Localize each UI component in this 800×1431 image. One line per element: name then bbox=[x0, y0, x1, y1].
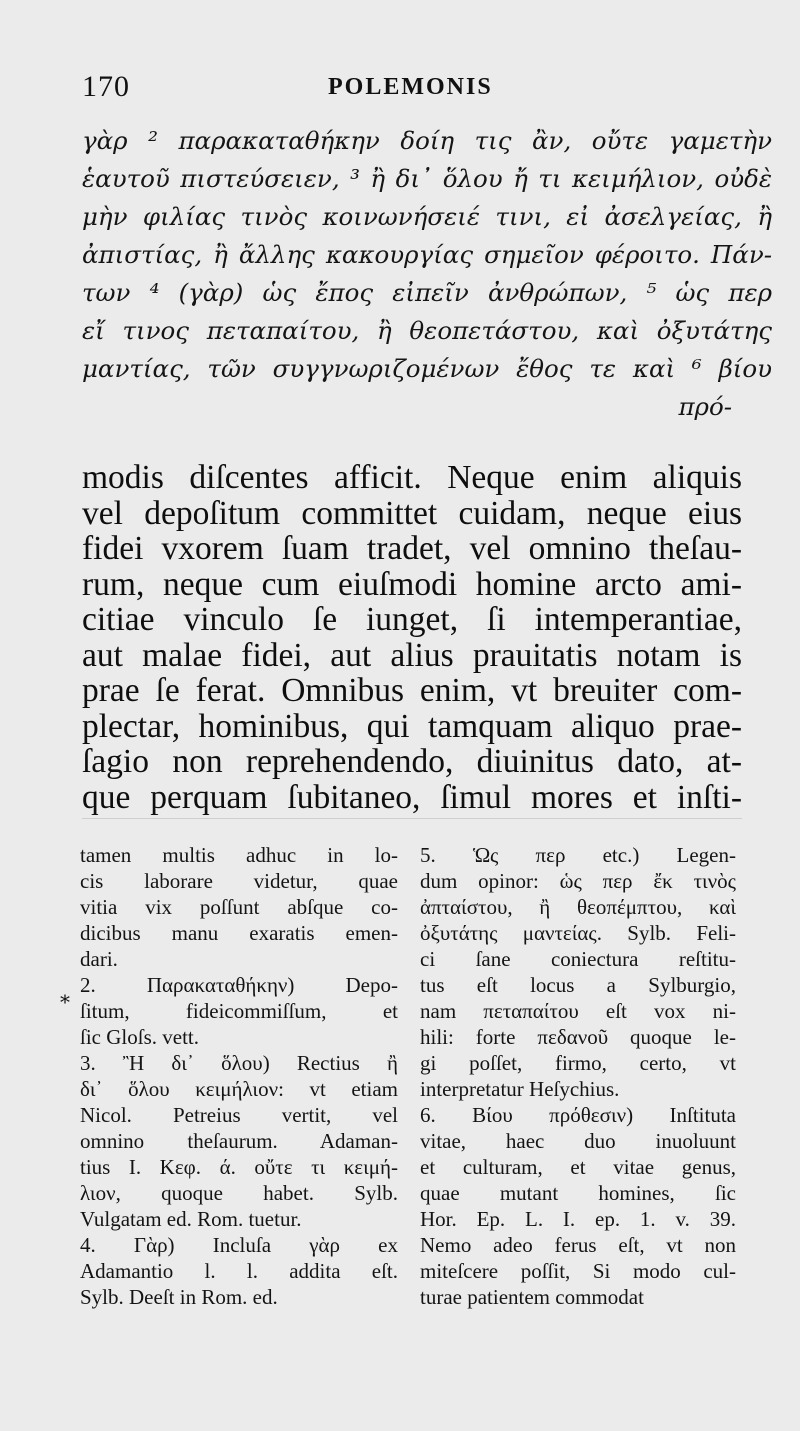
greek-line: ἑαυτοῦ πιστεύσειεν, ³ ἢ δι᾽ ὅλου ἤ τι κειμήλιον, οὐδὲ bbox=[82, 164, 772, 193]
running-head: POLEMONIS bbox=[328, 74, 493, 100]
note-line: λιον, quoque habet. Sylb. bbox=[80, 1181, 398, 1205]
note-line: 6. Βίου πρόθεσιν) Inſtituta bbox=[420, 1103, 736, 1127]
greek-catchword: πρό- bbox=[678, 392, 732, 421]
latin-translation-block bbox=[82, 460, 742, 815]
note-line: 3. Ἢ δι᾽ ὅλου) Rectius ἢ bbox=[80, 1051, 398, 1075]
note-line: Vulgatam ed. Rom. tuetur. bbox=[80, 1207, 302, 1231]
latin-line: ſagio non reprehendendo, diuinitus dato, at- bbox=[82, 743, 742, 780]
note-line: hili: forte πεδανοῦ quoque le- bbox=[420, 1025, 736, 1049]
greek-line: των ⁴ (γὰρ) ὡς ἔπος εἰπεῖν ἀνθρώπων, ⁵ ὡς περ bbox=[82, 278, 772, 307]
latin-line: plectar, hominibus, qui tamquam aliquo prae- bbox=[82, 707, 742, 745]
note-line: Nicol. Petreius vertit, vel bbox=[80, 1103, 398, 1127]
note-line: omnino theſaurum. Adaman- bbox=[80, 1129, 398, 1153]
footnotes-right-column bbox=[420, 842, 736, 1310]
latin-line: citiae vinculo ſe iunget, ſi intemperantiae, bbox=[82, 601, 742, 638]
note-line: quae mutant homines, ſic bbox=[420, 1181, 736, 1205]
note-line: ſic Gloſs. vett. bbox=[80, 1025, 199, 1049]
note-line: ἀπταίστου, ἢ θεοπέμπτου, καὶ bbox=[420, 895, 736, 919]
note-line: vitia vix poſſunt abſque co- bbox=[80, 895, 398, 919]
page-number: 170 bbox=[82, 70, 130, 103]
latin-line: rum, neque cum eiuſmodi homine arcto ami- bbox=[82, 565, 742, 603]
note-line: ὀξυτάτης μαντείας. Sylb. Feli- bbox=[420, 921, 736, 945]
note-line: Adamantio l. l. addita eſt. bbox=[80, 1259, 398, 1283]
note-line: gi poſſet, firmo, certo, vt bbox=[420, 1051, 736, 1075]
note-line: interpretatur Heſychius. bbox=[420, 1077, 620, 1101]
note-marker: * bbox=[60, 990, 70, 1014]
note-line: et culturam, et vitae genus, bbox=[420, 1155, 736, 1179]
note-line: ci ſane coniectura reſtitu- bbox=[420, 947, 736, 971]
note-line: tius I. Κεφ. ά. οὔτε τι κειμή- bbox=[80, 1155, 398, 1179]
greek-line: μὴν φιλίας τινὸς κοινωνήσειέ τινι, εἰ ἀσελγείας, ἢ bbox=[82, 202, 772, 231]
latin-line: aut malae fidei, aut alius prauitatis notam is bbox=[82, 636, 742, 674]
note-line: tus eſt locus a Sylburgio, bbox=[420, 973, 736, 997]
greek-line: εἴ τινος πεταπαίτου, ἢ θεοπετάστου, καὶ ὀξυτάτης bbox=[82, 316, 772, 345]
greek-line: γὰρ ² παρακαταθήκην δοίη τις ἂν, οὔτε γαμετὴν bbox=[82, 126, 772, 155]
note-line: dari. bbox=[80, 947, 118, 971]
note-line: 5. Ὡς περ etc.) Legen- bbox=[420, 843, 736, 867]
note-line: dum opinor: ὡς περ ἔκ τινὸς bbox=[420, 869, 736, 893]
latin-line: vel depoſitum committet cuidam, neque eius bbox=[82, 494, 742, 532]
note-line: dicibus manu exaratis emen- bbox=[80, 921, 398, 945]
page-header bbox=[82, 70, 742, 106]
greek-line: μαντίας, τῶν συγγνωριζομένων ἔθος τε καὶ ⁶ βίου bbox=[82, 354, 772, 383]
note-line: tamen multis adhuc in lo- bbox=[80, 843, 398, 867]
note-line: δι᾽ ὅλου κειμήλιον: vt etiam bbox=[80, 1077, 398, 1101]
note-line: 4. Γὰρ) Incluſa γὰρ ex bbox=[80, 1233, 398, 1257]
section-divider bbox=[82, 818, 742, 819]
latin-line: fidei vxorem ſuam tradet, vel omnino theſau- bbox=[82, 530, 742, 567]
latin-line: que perquam ſubitaneo, ſimul mores et inſti- bbox=[82, 778, 742, 816]
note-line: turae patientem commodat bbox=[420, 1285, 644, 1309]
note-line: Sylb. Deeſt in Rom. ed. bbox=[80, 1285, 278, 1309]
note-line: cis laborare videtur, quae bbox=[80, 869, 398, 893]
footnotes-left-column bbox=[80, 842, 398, 1310]
greek-text-block bbox=[82, 122, 772, 426]
greek-line: ἀπιστίας, ἢ ἄλλης κακουργίας σημεῖον φέροιτο. Πάν- bbox=[82, 240, 772, 269]
note-line: 2. Παρακαταθήκην) Depo- bbox=[80, 973, 398, 997]
latin-line: prae ſe ferat. Omnibus enim, vt breuiter com- bbox=[82, 672, 742, 709]
note-line: vitae, haec duo inuoluunt bbox=[420, 1129, 736, 1153]
note-line: nam πεταπαίτου eſt vox ni- bbox=[420, 999, 736, 1023]
note-line: miteſcere poſſit, Si modo cul- bbox=[420, 1259, 736, 1283]
latin-line: modis diſcentes afficit. Neque enim aliquis bbox=[82, 459, 742, 496]
note-line: ſitum, fideicommiſſum, et bbox=[80, 999, 398, 1023]
note-line: Hor. Ep. L. I. ep. 1. v. 39. bbox=[420, 1207, 736, 1231]
note-line: Nemo adeo ferus eſt, vt non bbox=[420, 1233, 736, 1257]
